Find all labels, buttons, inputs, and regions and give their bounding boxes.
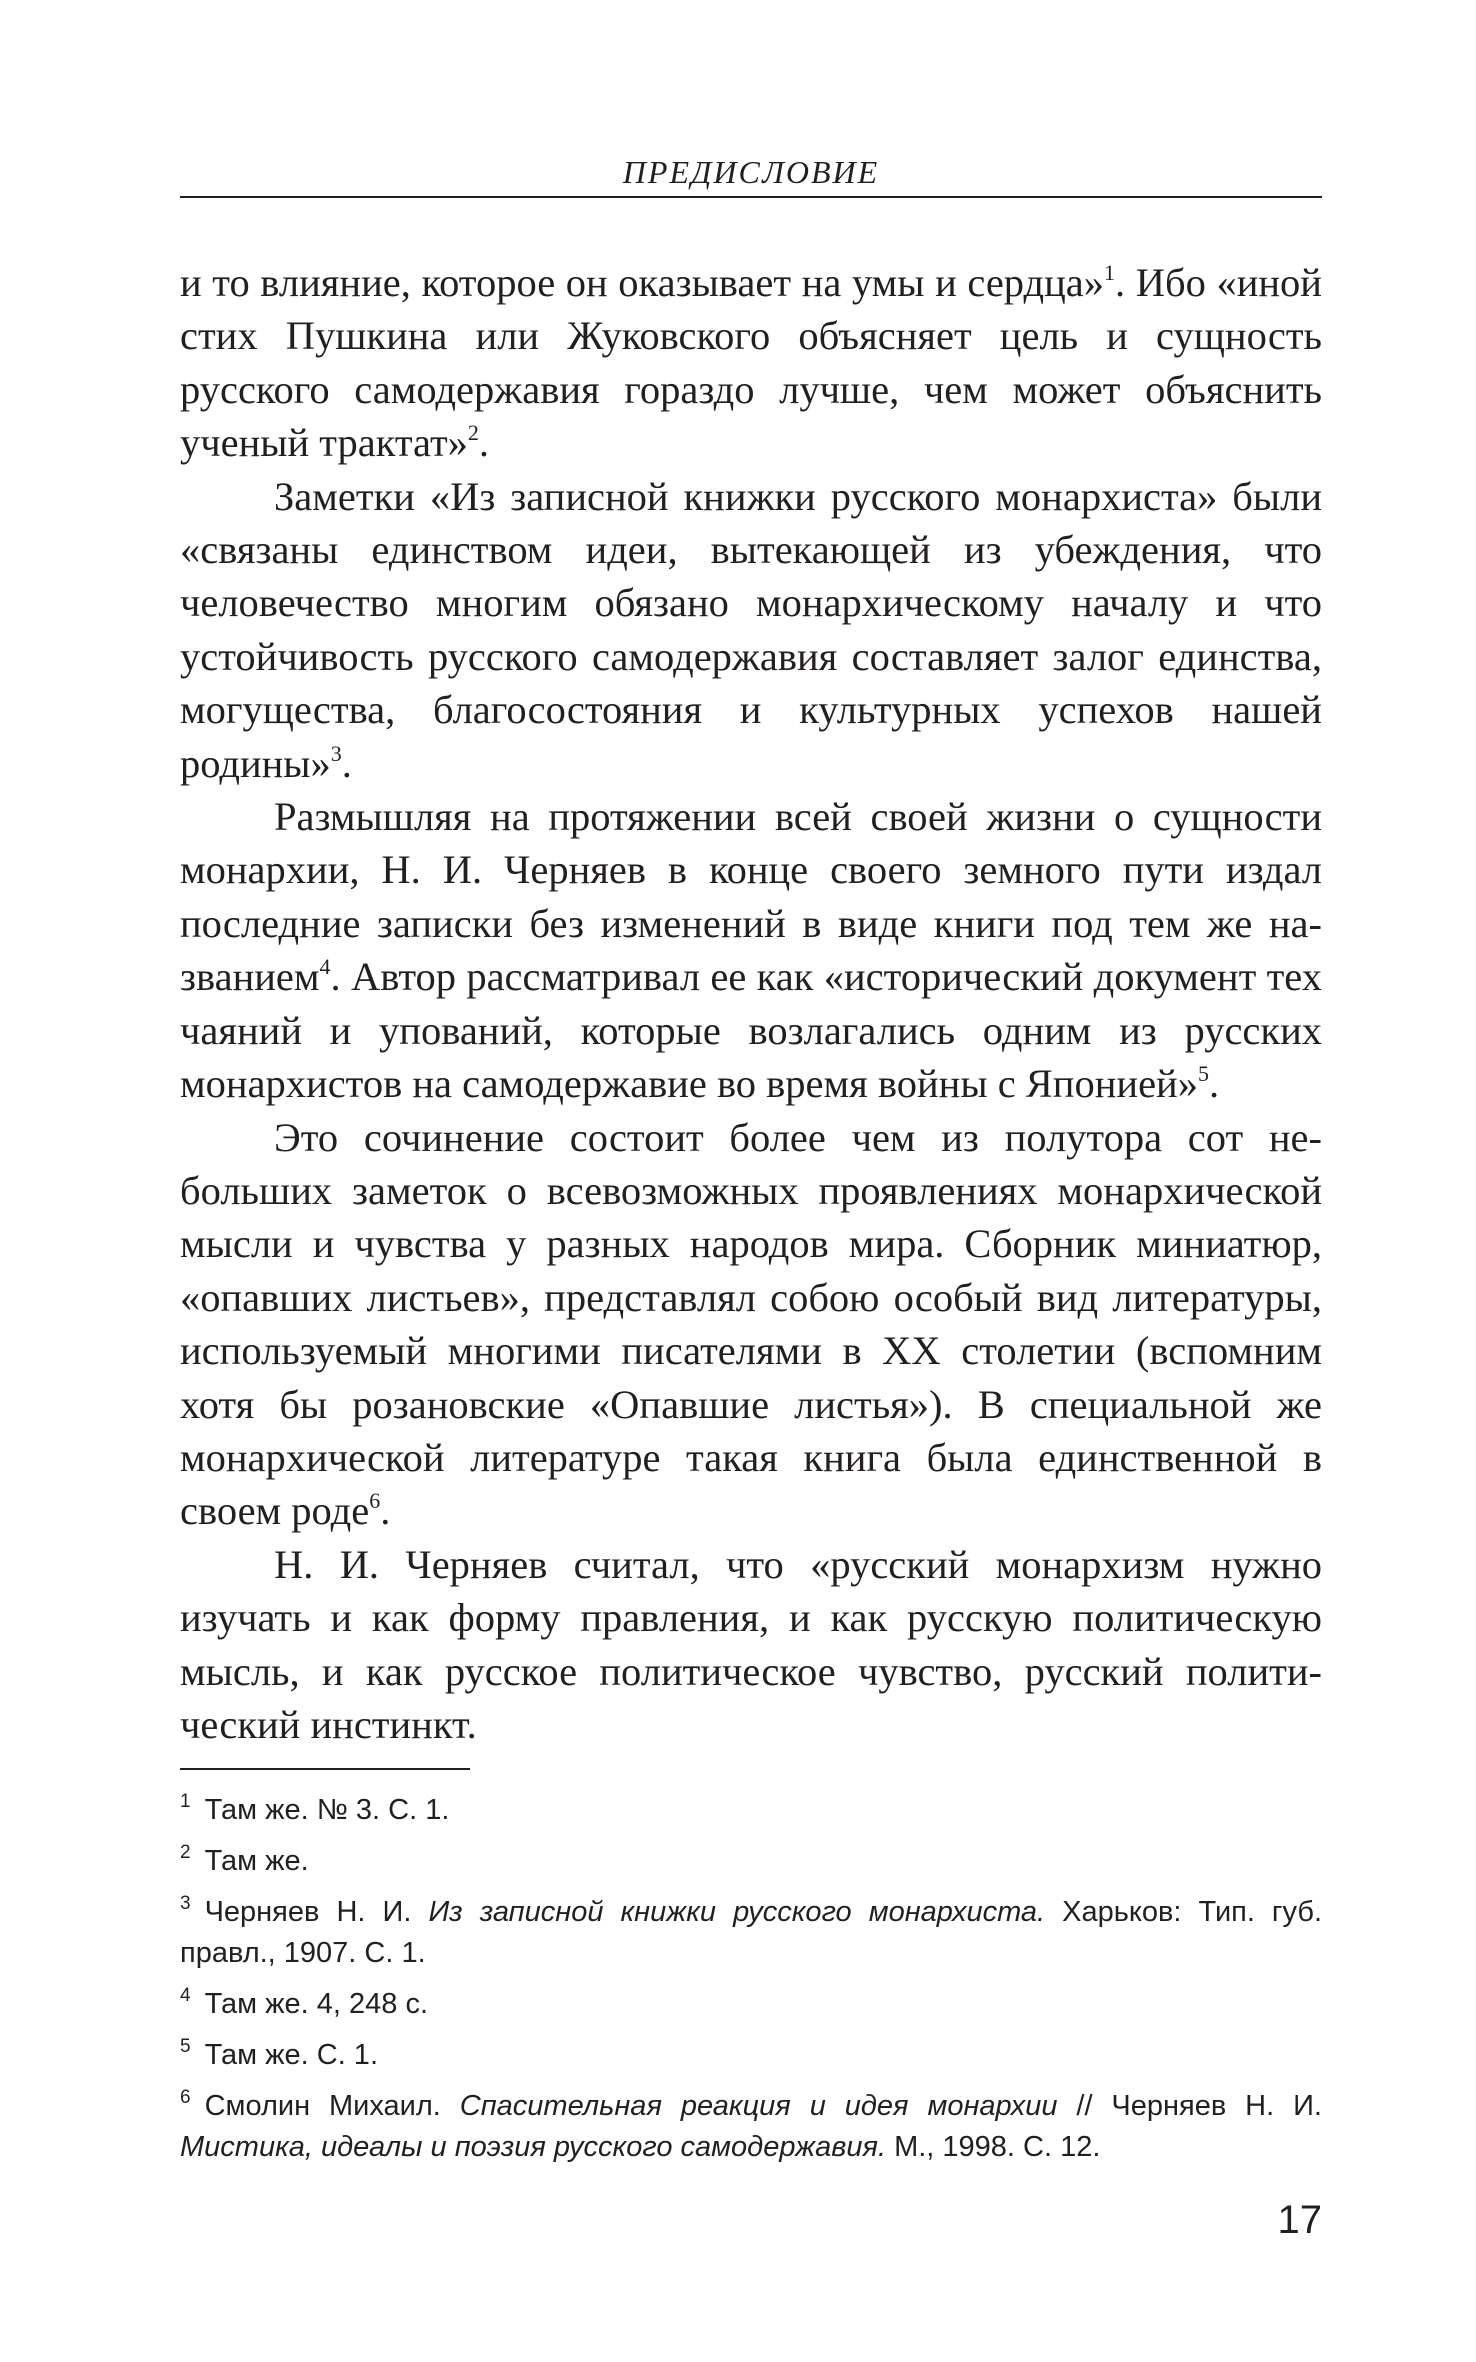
footnote-number: 4 — [180, 1985, 191, 2006]
footnote-ref-3[interactable]: 3 — [330, 740, 342, 766]
footnote-ref-4[interactable]: 4 — [319, 954, 331, 980]
footnote-text: Там же. 4, 248 с. — [204, 1988, 428, 2020]
footnotes — [180, 1790, 1322, 2178]
text-run: . Автор рассматривал ее как «исторический документ тех чаяний и упований, которые возлагались одним из русских монархистов на самодержавие во время войны с Японией» — [180, 954, 1322, 1107]
text-run: и то влияние, которое он оказывает на умы и сердца» — [180, 260, 1105, 305]
page-number: 17 — [1277, 2198, 1322, 2242]
footnote-ref-5[interactable]: 5 — [1197, 1061, 1209, 1087]
footnote-1 — [180, 1790, 1322, 1831]
footnote-number: 1 — [180, 1791, 191, 1812]
footnote-title-2: Мистика, идеалы и поэзия русского самодержавия. — [180, 2131, 887, 2163]
footnote-author: Черняев Н. И. — [204, 1896, 412, 1928]
running-header-title: ПРЕДИСЛОВИЕ — [622, 154, 880, 190]
footnote-5 — [180, 2035, 1322, 2076]
footnote-text: Там же. — [204, 1845, 309, 1877]
paragraph-1 — [180, 256, 1322, 470]
text-run: . — [1208, 1061, 1220, 1107]
footnote-text: Там же. С. 1. — [204, 2039, 378, 2071]
footnote-title: Спасительная реакция и идея монархии — [459, 2090, 1058, 2122]
footnote-ref-6[interactable]: 6 — [369, 1488, 381, 1514]
footnote-3 — [180, 1892, 1322, 1974]
footnote-4 — [180, 1984, 1322, 2025]
paragraph-4 — [180, 1111, 1322, 1538]
text-run: . — [341, 740, 352, 786]
footnote-6 — [180, 2086, 1322, 2168]
paragraph-3 — [180, 790, 1322, 1110]
footnote-number: 5 — [180, 2036, 191, 2057]
text-run: . Ибо «иной стих Пушкина или Жуковского объясняет цель и сущность русского самодержавия гораздо лучше, чем может объяснить ученый трактат» — [180, 260, 1322, 466]
footnote-text: М., 1998. С. 12. — [894, 2131, 1101, 2163]
footnote-ref-1[interactable]: 1 — [1104, 260, 1116, 285]
footnote-number: 6 — [180, 2087, 191, 2108]
footnote-separator — [180, 1768, 470, 1770]
text-run: Размышляя на протяжении всей своей жизни о сущности монархии, Н. И. Черняев в конце своего земного пути издал последние записки без изменений в виде книги под тем же названием — [180, 794, 1322, 1000]
header-rule — [180, 196, 1322, 198]
footnote-number: 2 — [180, 1842, 191, 1863]
text-run: . — [478, 420, 490, 466]
text-run: Это сочинение состоит более чем из полутора сот небольших заметок о всевозможных проявлениях монархической мысли и чувства у разных народов мира. Сборник миниатюр, «опавших листьев», представлял собою особый вид литературы, используемый многими писателями в XX столетии (вспомним хотя бы розановские «Опавшие листья»). В специальной же монархической литературе такая книга была единственной в своем роде — [180, 1114, 1322, 1534]
footnote-author: Смолин Михаил. — [204, 2090, 441, 2122]
paragraph-2 — [180, 470, 1322, 790]
text-run: Заметки «Из записной книжки русского монархиста» были «связаны единством идеи, вытекающей из убеждения, что человечество многим обязано монархическому началу и что устойчивость русского самодержавия составляет залог единства, могущества, благосостояния и культурных успехов нашей родины» — [180, 473, 1322, 786]
footnote-title: Из записной книжки русского монархиста. — [428, 1896, 1046, 1928]
paragraph-5: Н. И. Черняев считал, что «русский монархизм нужно изучать и как форму правления, и как русскую политическую мысль, и как русское политическое чувство, русский политический инстинкт. — [180, 1541, 1322, 1747]
main-text — [180, 256, 1322, 1751]
footnote-2 — [180, 1841, 1322, 1882]
footnote-text: Там же. № 3. С. 1. — [204, 1794, 450, 1826]
footnote-text: Харьков: Тип. губ. правл., 1907. С. 1. — [180, 1896, 1323, 1969]
text-run: . — [380, 1488, 391, 1534]
footnote-ref-2[interactable]: 2 — [467, 420, 479, 446]
footnote-separator-text: // Черняев Н. И. — [1076, 2090, 1322, 2122]
footnote-number: 3 — [180, 1893, 191, 1914]
